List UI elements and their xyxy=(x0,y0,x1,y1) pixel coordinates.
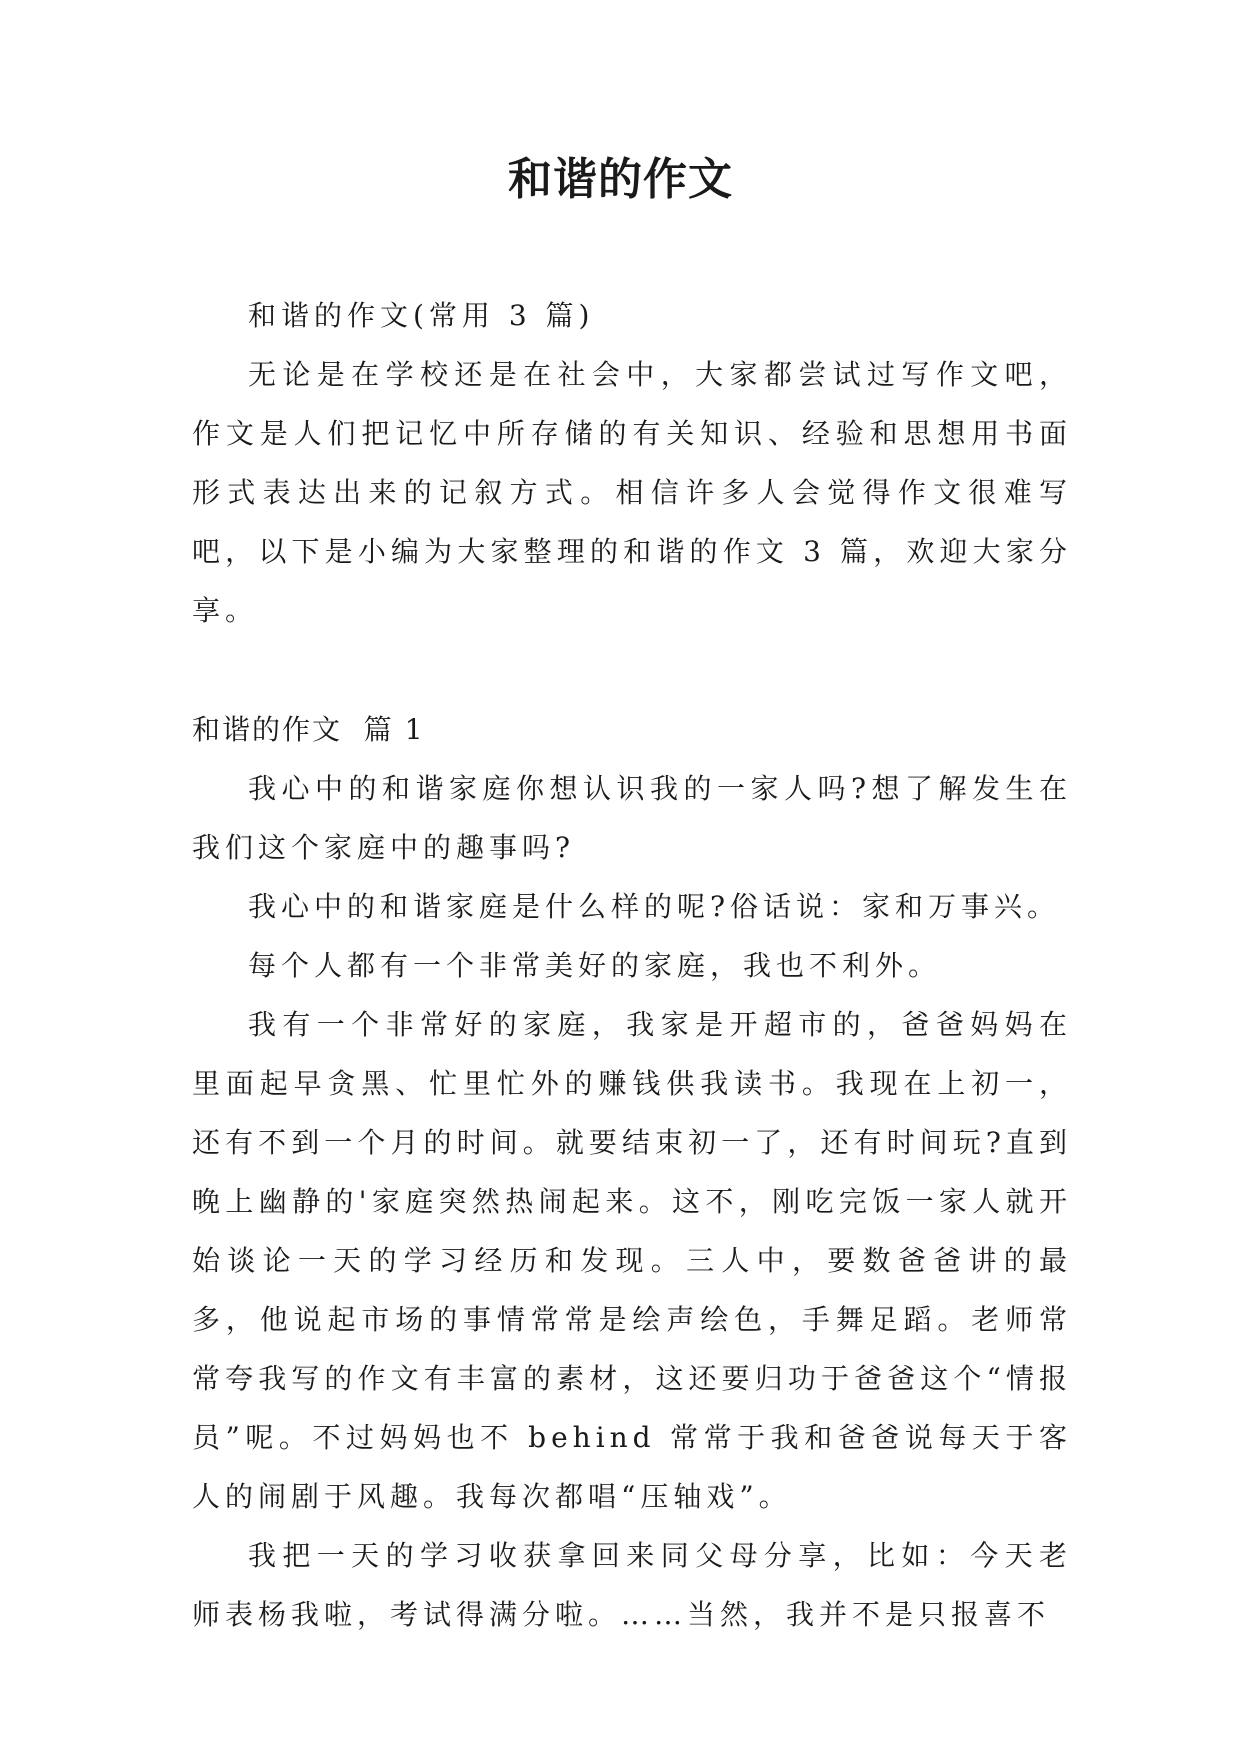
intro-paragraph: 无论是在学校还是在社会中，大家都尝试过写作文吧，作文是人们把记忆中所存储的有关知识、经验和思想用书面形式表达出来的记叙方式。相信许多人会觉得作文很难写吧，以下是小编为大家整理的和谐的作文 3 篇，欢迎大家分享。 xyxy=(192,358,1072,627)
section-spacer xyxy=(192,640,1072,700)
body-paragraph: 我心中的和谐家庭是什么样的呢?俗话说：家和万事兴。 xyxy=(248,890,1061,923)
body-paragraph: 我心中的和谐家庭你想认识我的一家人吗?想了解发生在我们这个家庭中的趣事吗? xyxy=(192,772,1072,864)
section-heading: 和谐的作文 篇 1 xyxy=(192,713,425,746)
document-body xyxy=(192,286,1072,1644)
document-title: 和谐的作文 xyxy=(508,154,733,205)
body-paragraph: 每个人都有一个非常美好的家庭，我也不利外。 xyxy=(248,949,942,982)
body-paragraph: 我有一个非常好的家庭，我家是开超市的，爸爸妈妈在里面起早贪黑、忙里忙外的赚钱供我读书。我现在上初一，还有不到一个月的时间。就要结束初一了，还有时间玩?直到晚上幽静的'家庭突然热闹起来。这不，刚吃完饭一家人就开始谈论一天的学习经历和发现。三人中，要数爸爸讲的最多，他说起市场的事情常常是绘声绘色，手舞足蹈。老师常常夸我写的作文有丰富的素材，这还要归功于爸爸这个“情报员”呢。不过妈妈也不 behind 常常于我和爸爸说每天于客人的闹剧于风趣。我每次都唱“压轴戏”。 xyxy=(192,1008,1072,1513)
document-subtitle: 和谐的作文(常用 3 篇) xyxy=(248,299,595,332)
body-paragraph: 我把一天的学习收获拿回来同父母分享，比如：今天老师表杨我啦，考试得满分啦。……当然，我并不是只报喜不 xyxy=(192,1539,1072,1631)
